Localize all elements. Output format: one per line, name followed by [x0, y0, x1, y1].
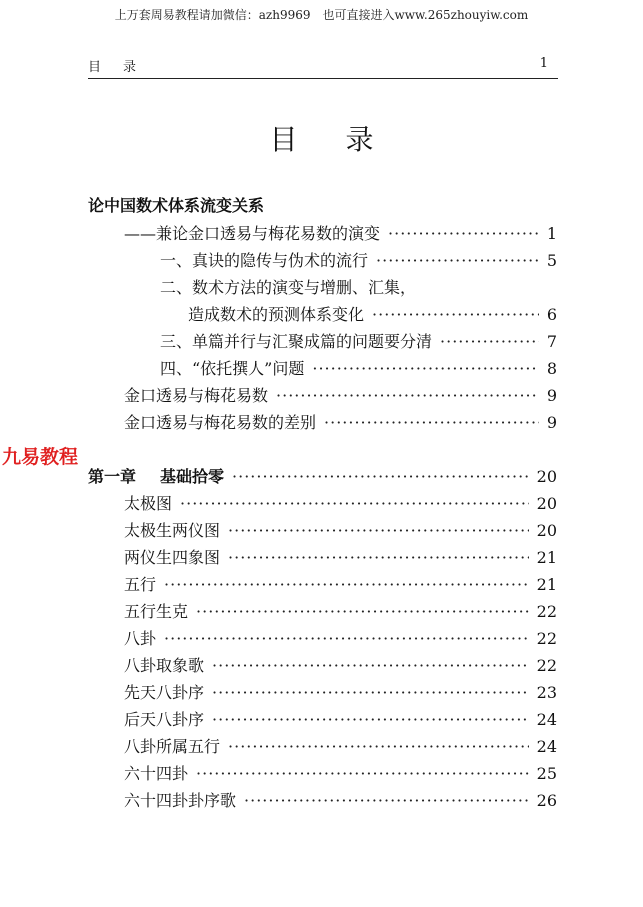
toc-entry[interactable] — [124, 602, 557, 622]
toc-entry-page: 9 — [546, 413, 557, 432]
toc-entry-page: 21 — [536, 548, 557, 567]
dot-leader — [212, 656, 529, 676]
dot-leader — [212, 683, 529, 703]
dot-leader — [228, 548, 529, 568]
toc-entry-page: 6 — [546, 305, 557, 324]
toc-entry-page: 25 — [536, 764, 557, 783]
toc-entry-title: 两仪生四象图 — [124, 548, 221, 567]
toc-entry[interactable] — [124, 386, 557, 406]
toc-entry[interactable] — [124, 683, 557, 703]
toc-entry-title: 金口透易与梅花易数 — [124, 386, 269, 405]
toc-entry-title: 六十四卦 — [124, 764, 189, 783]
toc-entry[interactable] — [124, 224, 557, 244]
toc-entry[interactable] — [160, 251, 557, 271]
toc-entry[interactable] — [160, 359, 557, 379]
dot-leader — [244, 791, 529, 811]
toc-entry[interactable] — [124, 737, 557, 757]
toc-entry-title: 四、“依托撰人”问题 — [160, 359, 305, 378]
toc-entry-page: 20 — [536, 494, 557, 513]
toc-entry-page: 22 — [536, 656, 557, 675]
dot-leader — [388, 224, 539, 244]
dot-leader — [180, 494, 529, 514]
watermark-logo-text: 九易教程 — [2, 446, 79, 468]
toc-entry-title: 五行生克 — [124, 602, 189, 621]
toc-entry-title: 太极图 — [124, 494, 173, 513]
toc-entry[interactable] — [124, 791, 557, 811]
toc-entry[interactable] — [124, 521, 557, 541]
dot-leader — [440, 332, 539, 352]
toc-entry-title: 六十四卦卦序歌 — [124, 791, 237, 810]
toc-entry-title: 八卦 — [124, 629, 157, 648]
toc-chapter-entry[interactable] — [88, 467, 557, 487]
toc-entry-title: 八卦所属五行 — [124, 737, 221, 756]
running-header-page-number: 1 — [539, 56, 548, 71]
dot-leader — [196, 764, 529, 784]
toc-entry-page: 24 — [536, 737, 557, 756]
toc-entry[interactable] — [124, 413, 557, 433]
toc-entry-title: 三、单篇并行与汇聚成篇的问题要分清 — [160, 332, 433, 351]
dot-leader — [372, 305, 539, 325]
toc-entry-title: 五行 — [124, 575, 157, 594]
toc-entry-title: 先天八卦序 — [124, 683, 205, 702]
dot-leader — [312, 359, 538, 379]
section-heading: 论中国数术体系流变关系 — [88, 196, 265, 215]
toc-entry-page: 8 — [546, 359, 557, 378]
dot-leader — [376, 251, 539, 271]
toc-entry[interactable] — [188, 305, 557, 325]
toc-entry[interactable] — [124, 764, 557, 784]
dot-leader — [212, 710, 529, 730]
watermark-banner: 上万套周易教程请加微信：azh9969 也可直接进入www.265zhouyiw.com — [114, 8, 529, 22]
dot-leader — [228, 737, 529, 757]
toc-entry-title: 后天八卦序 — [124, 710, 205, 729]
page-title: 目录 — [269, 123, 422, 156]
toc-entry-page: 23 — [536, 683, 557, 702]
chapter-number: 第一章 — [88, 467, 137, 486]
toc-entry-title: 金口透易与梅花易数的差别 — [124, 413, 317, 432]
dot-leader — [196, 602, 529, 622]
dot-leader — [276, 386, 539, 406]
toc-entry-title: 太极生两仪图 — [124, 521, 221, 540]
toc-entry-page: 1 — [546, 224, 557, 243]
dot-leader — [324, 413, 539, 433]
dot-leader — [232, 467, 529, 487]
toc-entry[interactable] — [124, 629, 557, 649]
toc-entry-page: 7 — [546, 332, 557, 351]
dot-leader — [164, 575, 529, 595]
toc-entry-title: 八卦取象歌 — [124, 656, 205, 675]
running-header-label: 目录 — [88, 60, 159, 75]
dot-leader — [228, 521, 529, 541]
toc-entry-title: 二、数术方法的演变与增删、汇集， — [160, 278, 417, 297]
toc-entry-page: 20 — [536, 521, 557, 540]
toc-entry-page: 22 — [536, 629, 557, 648]
toc-entry-title: 造成数术的预测体系变化 — [188, 305, 365, 324]
chapter-name: 基础拾零 — [160, 467, 225, 486]
toc-entry-page: 26 — [536, 791, 557, 810]
toc-entry[interactable] — [124, 575, 557, 595]
toc-entry[interactable] — [160, 278, 557, 298]
toc-chapter-page: 20 — [536, 467, 557, 486]
toc-entry[interactable] — [124, 710, 557, 730]
toc-entry-title: 一、真诀的隐传与伪术的流行 — [160, 251, 369, 270]
toc-chapter-title — [88, 467, 224, 487]
toc-entry-page: 21 — [536, 575, 557, 594]
toc-entry-title: ——兼论金口透易与梅花易数的演变 — [124, 224, 381, 243]
running-header — [88, 56, 558, 79]
toc-entry-page: 22 — [536, 602, 557, 621]
toc-entry-page: 5 — [546, 251, 557, 270]
toc-entry-page: 24 — [536, 710, 557, 729]
toc-entry[interactable] — [124, 656, 557, 676]
toc-entry[interactable] — [124, 548, 557, 568]
toc-entry[interactable] — [124, 494, 557, 514]
toc-entry-page: 9 — [546, 386, 557, 405]
toc-entry[interactable] — [160, 332, 557, 352]
dot-leader — [164, 629, 529, 649]
